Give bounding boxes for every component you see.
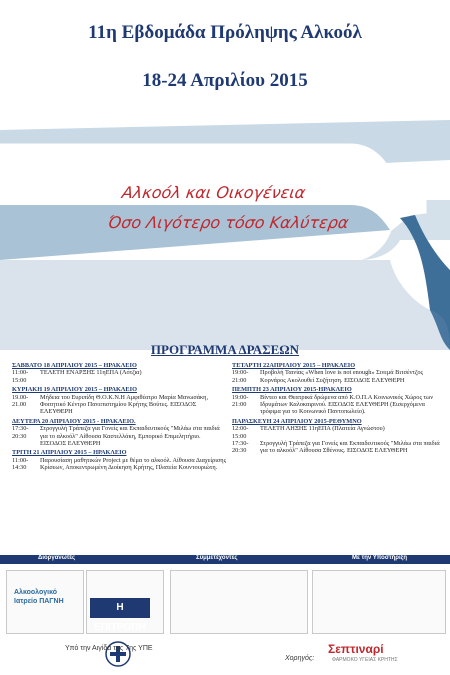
- coorganizers-label: Συμμετέχοντες: [196, 555, 238, 561]
- event-time: 17:30-20:30: [232, 440, 249, 455]
- event-text: Στρογγυλή Τράπεζα για Γονείς και Εκπαιδευτικούς "Μιλάω στα παιδιά για το αλκοόλ" Αίθουσα Σθένους. ΕΙΣΟΔΟΣ ΕΛΕΥΘΕΡΗ: [260, 440, 440, 455]
- day-heading: ΔΕΥΤΕΡΑ 20 ΑΠΡΙΛΙΟΥ 2015 - ΗΡΑΚΛΕΙΟ.: [12, 417, 136, 425]
- event-time: 19.00-21.00: [12, 393, 29, 409]
- event-item: [232, 369, 442, 384]
- day-heading: ΣΑΒΒΑΤΟ 18 ΑΠΡΙΛΙΟΥ 2015 – ΗΡΑΚΛΕΙΟ: [12, 362, 137, 369]
- event-time: 11:00-15:00: [12, 369, 29, 384]
- aegis-label: Υπό την Αιγίδα της 7ης ΥΠΕ: [65, 645, 153, 652]
- event-time: 12:00-15:00: [232, 425, 249, 440]
- event-time: 19:00-21:00: [232, 393, 249, 409]
- event-item: [12, 369, 227, 384]
- organizer1-title: Αλκοολογικό: [14, 589, 58, 596]
- day-heading: ΤΕΤΑΡΤΗ 22ΑΠΡΙΛΙΟΥ 2015 – ΗΡΑΚΛΕΙΟ: [232, 362, 356, 369]
- patronage-label: Με την Υποστήριξη: [352, 555, 408, 561]
- event-item: [12, 457, 227, 472]
- event-text: Μήδεια του Ευριπίδη Θ.Ο.Κ.Ν.Η Αμφιθέατρο Μαρία Μανωσάκη, Φοιτητικό Κέντρο Πανεπιστημίου Κρήτης Βούτες. ΕΙΣΟΔΟΣ ΕΛΕΥΘΕΡΗ: [40, 393, 209, 416]
- day-heading: ΤΡΙΤΗ 21 ΑΠΡΙΛΙΟΥ 2015 – ΗΡΑΚΛΕΙΟ: [12, 449, 127, 457]
- event-item: [232, 425, 442, 440]
- poster-dates: 18-24 Απριλίου 2015: [142, 70, 308, 91]
- event-time: 11:00-14:30: [12, 456, 29, 472]
- program-left-column: [12, 360, 227, 472]
- event-item: [232, 394, 442, 416]
- day-heading: ΠΑΡΑΣΚΕΥΗ 24 ΑΠΡΙΛΙΟΥ 2015-ΡΕΘΥΜΝΟ: [232, 417, 362, 425]
- day-heading: ΠΕΜΠΤΗ 23 ΑΠΡΙΛΙΟΥ 2015-ΗΡΑΚΛΕΙΟ: [232, 386, 352, 394]
- sponsor-name: Σεπτιναρί: [328, 642, 384, 656]
- day-heading: ΚΥΡΙΑΚΗ 19 ΑΠΡΙΛΙΟΥ 2015 – ΗΡΑΚΛΕΙΟ: [12, 386, 137, 394]
- slogan-line-2: Όσο Λιγότερο τόσο Καλύτερα: [106, 213, 350, 232]
- event-text: ΤΕΛΕΤΗ ΛΗΞΗΣ 11ηΕΠΑ (Πλατεία Αγνώστου): [260, 425, 385, 433]
- slogan-line-1: Αλκοόλ και Οικογένεια: [120, 183, 307, 202]
- event-item: [232, 440, 442, 455]
- program-title: ΠΡΟΓΡΑΜΜΑ ΔΡΑΣΕΩΝ: [150, 342, 300, 357]
- sponsor-sub: ΦΑΡΜΟΚΟ ΥΓΕΙΑΣ ΚΡΗΤΗΣ: [332, 657, 398, 663]
- event-item: [12, 394, 227, 416]
- organizers-label: Διοργανωτές: [38, 555, 76, 561]
- event-text: Παρουσίαση μαθητικών Project με θέμα το αλκοόλ. Αίθουσα Διαχείρισης Κρίσεων, Αποκεντρωμένη Διοίκηση Κρήτης, Πλατεία Κουντουριώτη.: [40, 456, 227, 472]
- event-time: 19:00-21:00: [232, 369, 249, 384]
- event-text: Στρογγυλή Τράπεζα για Γονείς και Εκπαιδευτικούς "Μιλάω στα παιδιά για το αλκοόλ" Αίθουσα Καστελλάκη, Εμπορικό Επιμελητήριο. ΕΙΣΟΔΟΣ ΕΛΕΥΘΕΡΗ: [40, 425, 220, 448]
- sponsor-label: Χορηγός:: [285, 655, 315, 662]
- event-item: [12, 425, 227, 447]
- bottle-illustration: [0, 120, 450, 350]
- event-text: Βίντεο και Θεατρικά δρώμενα από Κ.Ο.Π.Α Κοινωνικός Χώρος των Ιδρυμάτων Καλοκαιρινού. ΕΙΣΟΔΟΣ ΕΛΕΥΘΕΡΗ (Εισερχόμενα τρόφιμα για το Κοινωνικό Παντοπωλείο).: [260, 393, 434, 416]
- patronage-logo-box: [312, 570, 446, 634]
- coorganizers-logo-box: [170, 570, 308, 634]
- event-text: Προβολή Ταινίας «When love is not enough» Σινεμά Βιτσέντζος Κορνάρος Ακολουθεί Συζήτηση. ΕΙΣΟΔΟΣ ΕΛΕΥΘΕΡΗ: [260, 369, 424, 384]
- program-right-column: [232, 360, 442, 455]
- organizer2-logo: Η ΕΠΙΤΡΟΠΗ: [90, 598, 150, 618]
- poster-title: 11η Εβδομάδα Πρόληψης Αλκοόλ: [88, 22, 362, 43]
- organizer1-sub: Ιατρείο ΠΑΓΝΗ: [14, 598, 64, 605]
- event-text: ΤΕΛΕΤΗ ΕΝΑΡΞΗΣ 11ηΕΠΑ (Λότζια): [40, 369, 142, 377]
- event-time: 17:30-20:30: [12, 425, 29, 440]
